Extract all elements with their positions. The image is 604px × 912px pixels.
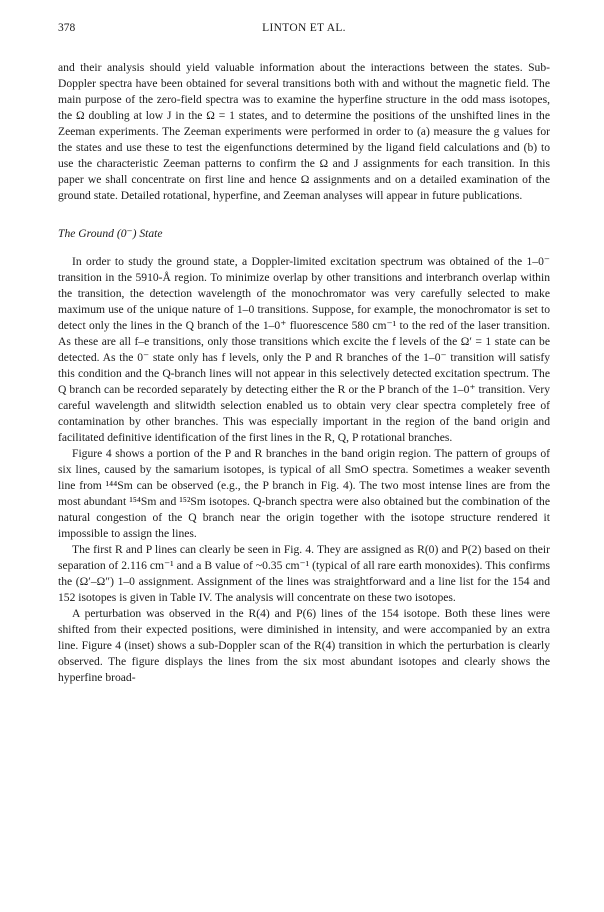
page-header [58,22,550,38]
page-number: 378 [58,22,76,34]
paragraph: The first R and P lines can clearly be seen in Fig. 4. They are assigned as R(0) and P(2) based on their separation of 2.116 cm⁻¹ and a B value of ~0.35 cm⁻¹ (typical of all rare earth monoxides). This confirms the (Ω′–Ω″) 1–0 assignment. Assignment of the lines was straightforward and a line list for the 154 and 152 isotopes is given in Table IV. The analysis will concentrate on these two isotopes. [58,543,550,604]
paragraph: In order to study the ground state, a Doppler-limited excitation spectrum was obtained of the 1–0⁻ transition in the 5910-Å region. To minimize overlap by other transitions and interbranch overlap within the transition, the detection wavelength of the monochromator was very carefully selected to make maximum use of the unique nature of 1–0 transitions. Suppose, for example, the monochromator is set to detect only the lines in the Q branch of the 1–0⁺ fluorescence 580 cm⁻¹ to the red of the laser transition. As these are all f–e transitions, only those transitions which excite the f levels of the Ω′ = 1 state can be detected. As the 0⁻ state only has f levels, only the P and R branches of the 1–0⁻ transition will satisfy this condition and the Q-branch lines will not appear in this selectively detected excitation spectrum. The Q branch can be recorded separately by detecting either the R or the P branch of the 1–0⁺ transition. Very careful wavelength and slitwidth selection enabled us to obtain very clear spectra completely free of contamination by other branches. This was especially important in the region of the band origin and facilitated definitive identification of the first lines in the R, Q, P rotational branches. [58,255,550,444]
paragraph: A perturbation was observed in the R(4) and P(6) lines of the 154 isotope. Both these lines were shifted from their expected positions, were diminished in intensity, and were accompanied by an extra line. Figure 4 (inset) shows a sub-Doppler scan of the R(4) transition in which the perturbation is clearly observed. The figure displays the lines from the six most abundant isotopes and clearly shows the hyperfine broad- [58,607,550,684]
paragraph: and their analysis should yield valuable information about the interactions between the states. Sub-Doppler spectra have been obtained for several transitions both with and without the magnetic field. The main purpose of the zero-field spectra was to examine the hyperfine structure in the odd mass isotopes, the Ω doubling at low J in the Ω = 1 states, and to determine the positions of the unshifted lines in the Zeeman experiments. The Zeeman experiments were performed in order to (a) measure the g values for the states and use these to test the eigenfunctions determined by the ligand field calculations and (b) to use the characteristic Zeeman patterns to confirm the Ω and J assignments for each transition. In this paper we shall concentrate on first line and hence Ω assignments and on a detailed examination of the ground state. Detailed rotational, hyperfine, and Zeeman analyses will appear in future publications. [58,61,550,202]
section-heading: The Ground (0⁻) State [58,227,163,240]
paragraph: Figure 4 shows a portion of the P and R branches in the band origin region. The pattern of groups of six lines, caused by the samarium isotopes, is typical of all SmO spectra. Sometimes a weaker seventh line from ¹⁴⁴Sm can be observed (e.g., the P branch in Fig. 4). The two most intense lines are from the most abundant ¹⁵⁴Sm and ¹⁵²Sm isotopes. Q-branch spectra were also obtained but the combination of the natural congestion of the Q branch near the origin together with the isotope structure rendered it impossible to assign the lines. [58,447,550,540]
running-head: LINTON ET AL. [262,22,346,34]
body-text [58,60,550,686]
